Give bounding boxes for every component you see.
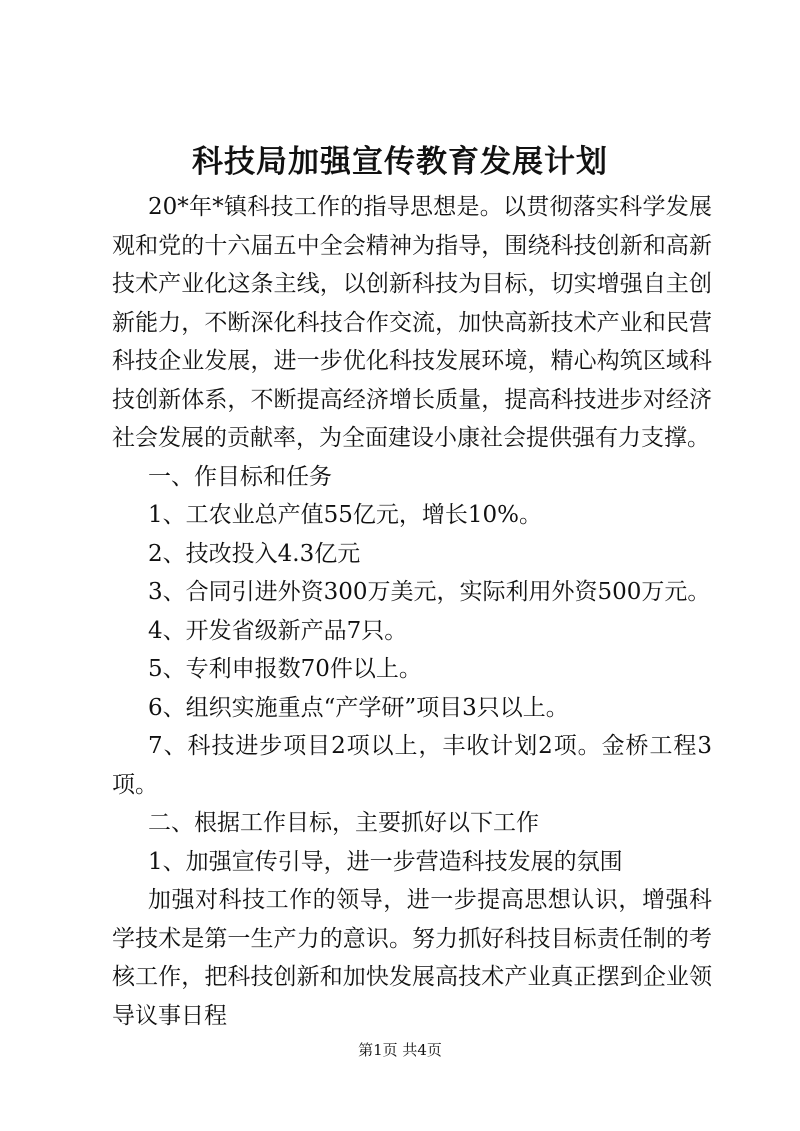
paragraph-leadership: 加强对科技工作的领导，进一步提高思想认识，增强科学技术是第一生产力的意识。努力抓好科技目标责任制的考核工作，把科技创新和加快发展高技术产业真正摆到企业领导议事日程: [112, 887, 712, 1029]
goal-item-2: 2、技改投入4.3亿元: [148, 540, 361, 567]
page-number: 第1页 共4页: [358, 1041, 442, 1059]
work-item-1-heading: 1、加强宣传引导，进一步营造科技发展的氛围: [148, 848, 623, 875]
document-body: [112, 188, 712, 1035]
goal-item-7: 7、科技进步项目2项以上，丰收计划2项。金桥工程3项。: [112, 733, 712, 798]
goal-item-1: 1、工农业总产值55亿元，增长10%。: [148, 502, 543, 528]
goal-item-5: 5、专利申报数70件以上。: [148, 656, 422, 682]
goal-item-4: 4、开发省级新产品7只。: [148, 617, 408, 644]
section-heading-work: 二、根据工作目标，主要抓好以下工作: [148, 810, 539, 836]
paragraph-guiding-thought: 20*年*镇科技工作的指导思想是。以贯彻落实科学发展观和党的十六届五中全会精神为指导，围绕科技创新和高新技术产业化这条主线，以创新科技为目标，切实增强自主创新能力，不断深化科技合作交流，加快高新技术产业和民营科技企业发展，进一步优化科技发展环境，精心构筑区域科技创新体系，不断提高经济增长质量，提高科技进步对经济社会发展的贡献率，为全面建设小康社会提供强有力支撑。: [112, 194, 712, 451]
document-title: 科技局加强宣传教育发展计划: [192, 144, 608, 180]
goal-item-6: 6、组织实施重点“产学研”项目3只以上。: [148, 694, 569, 721]
section-heading-goals: 一、作目标和任务: [148, 463, 332, 490]
goal-item-3: 3、合同引进外资300万美元，实际利用外资500万元。: [148, 579, 711, 605]
